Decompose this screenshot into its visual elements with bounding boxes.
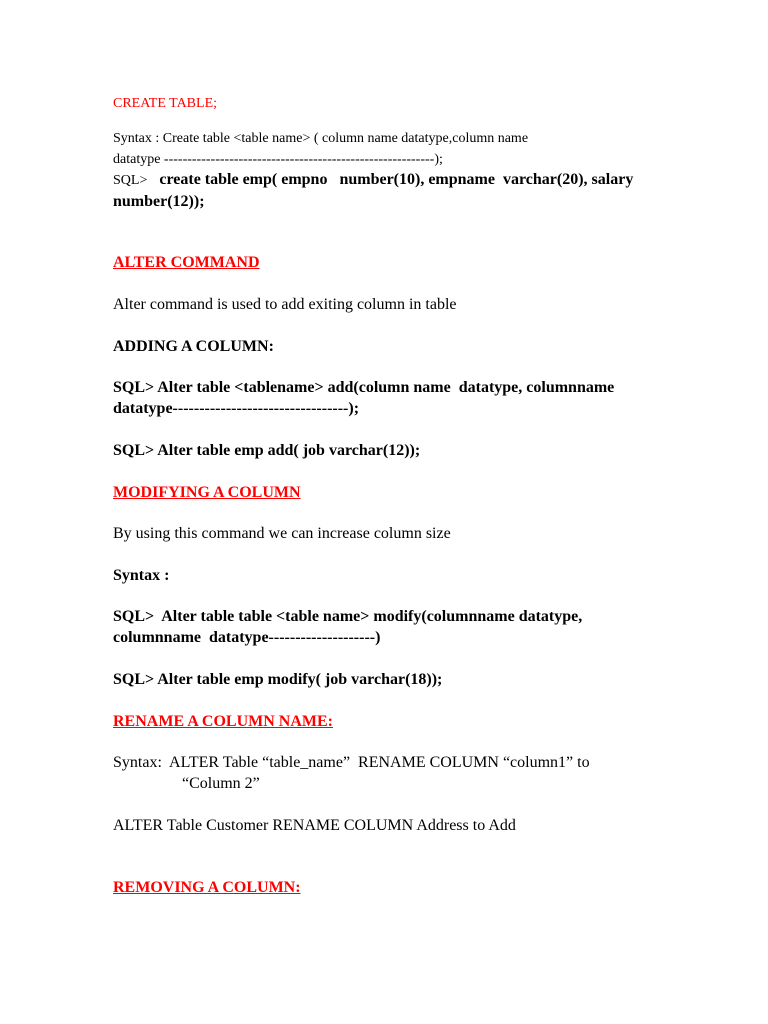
sql-prompt: SQL> [113,173,148,188]
adding-column-syntax [113,377,713,419]
rename-column-syntax-line1: Syntax: ALTER Table “table_name” RENAME COLUMN “column1” to [113,754,590,771]
removing-column-heading: REMOVING A COLUMN: [113,879,301,896]
adding-column-heading: ADDING A COLUMN: [113,338,274,355]
create-table-sql-line2: number(12)); [113,193,205,210]
adding-column-syntax-line1: SQL> Alter table <tablename> add(column name datatype, columnname [113,379,615,396]
alter-command-heading: ALTER COMMAND [113,254,260,271]
rename-column-syntax-line2: “Column 2” [182,775,260,792]
create-table-heading: CREATE TABLE; [113,96,218,111]
adding-column-syntax-line2: datatype---------------------------------); [113,400,360,417]
modifying-column-syntax-line2: columnname datatype--------------------) [113,629,381,646]
modifying-column-syntax-line1: SQL> Alter table table <table name> modify(columnname datatype, [113,608,583,625]
create-table-syntax [113,128,713,170]
adding-column-example: SQL> Alter table emp add( job varchar(12)); [113,442,421,459]
rename-column-heading: RENAME A COLUMN NAME: [113,713,333,730]
modifying-column-syntax-label: Syntax : [113,567,170,584]
rename-column-example: ALTER Table Customer RENAME COLUMN Address to Add [113,817,516,834]
modifying-column-syntax [113,606,713,648]
rename-column-syntax [113,752,713,794]
create-table-syntax-line1: Syntax : Create table <table name> ( column name datatype,column name [113,131,529,146]
modifying-column-description: By using this command we can increase column size [113,525,451,542]
modifying-column-example: SQL> Alter table emp modify( job varchar(18)); [113,671,443,688]
modifying-column-heading: MODIFYING A COLUMN [113,484,301,501]
create-table-sql [113,169,713,212]
create-table-sql-line1: create table emp( empno number(10), empname varchar(20), salary [159,171,634,188]
create-table-syntax-line2: datatype ----------------------------------------------------------); [113,152,443,167]
alter-command-description: Alter command is used to add exiting column in table [113,296,457,313]
